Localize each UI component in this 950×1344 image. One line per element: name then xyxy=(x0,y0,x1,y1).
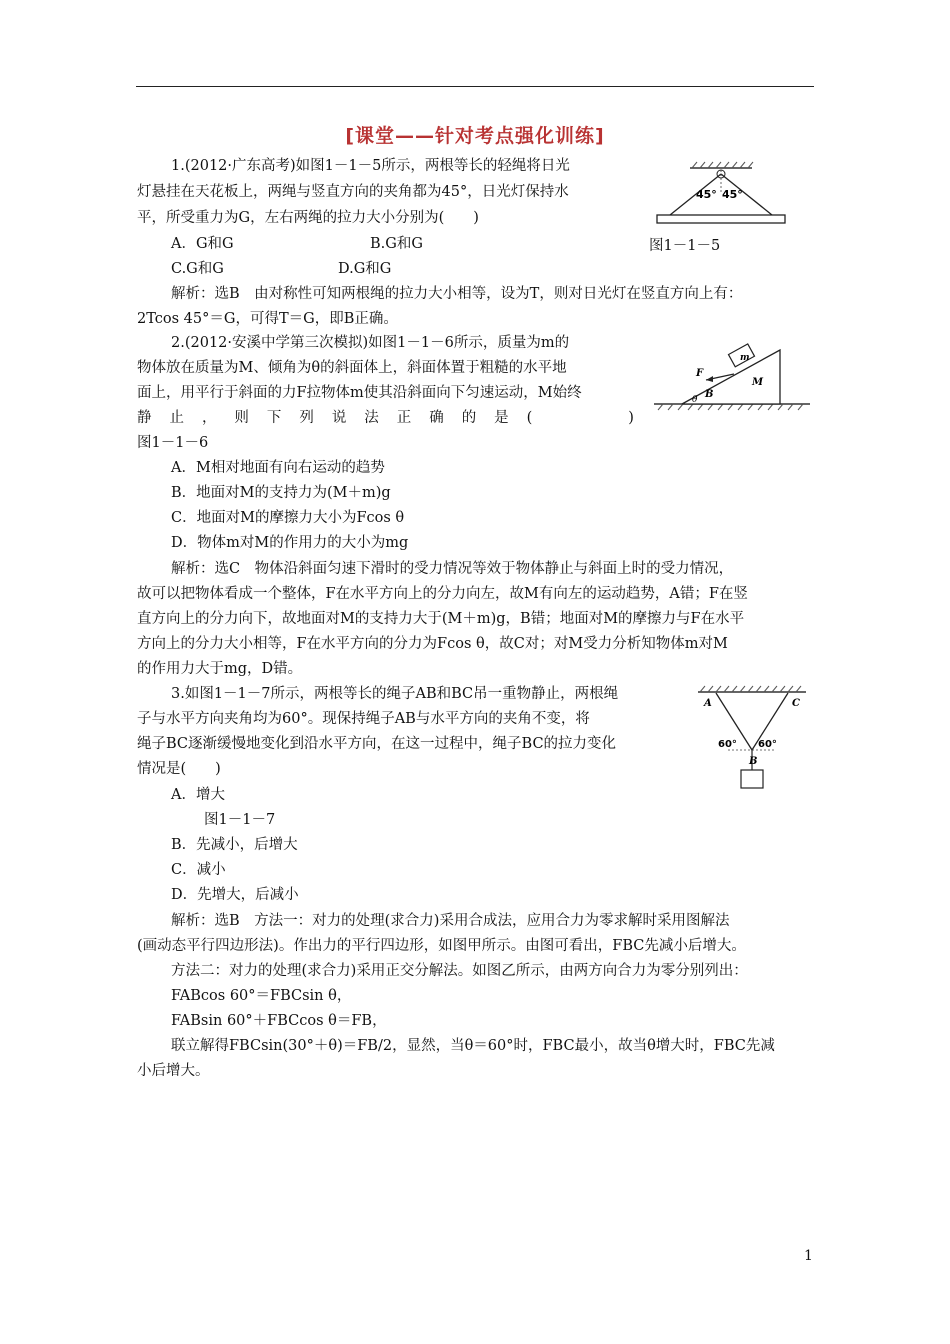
q3-figure-caption: 图1－1－7 xyxy=(204,812,276,828)
q1-line-2: 灯悬挂在天花板上，两绳与竖直方向的夹角都为45°，日光灯保持水 xyxy=(137,184,569,200)
q3-equation-2: FABsin 60°＋FBCcos θ＝FB， xyxy=(171,1013,387,1029)
q1-option-d: D.G和G xyxy=(338,261,392,277)
q3-answer-line-4: 联立解得FBCsin(30°＋θ)＝FB/2，显然，当θ＝60°时，FBC最小，故当θ增大时，FBC先减 xyxy=(171,1038,775,1054)
q2-option-b: B．地面对M的支持力为(M＋m)g xyxy=(171,485,391,501)
q2-line-2: 物体放在质量为M、倾角为θ的斜面体上，斜面体置于粗糙的水平地 xyxy=(137,360,567,376)
q2-line-4: 静 止 ， 则 下 列 说 法 正 确 的 是 ( ) xyxy=(137,410,634,426)
q1-figure-caption: 图1－1－5 xyxy=(649,238,721,254)
page-number: 1 xyxy=(804,1248,813,1264)
q2-answer-line-4: 方向上的分力大小相等，F在水平方向的分力为Fcos θ，故C对；对M受力分析知物体m对M xyxy=(137,636,728,652)
q2-line-3: 面上，用平行于斜面的力F拉物体m使其沿斜面向下匀速运动，M始终 xyxy=(137,385,582,401)
q2-answer-line-5: 的作用力大于mg，D错。 xyxy=(137,661,303,677)
q3-line-3: 绳子BC逐渐缓慢地变化到沿水平方向，在这一过程中，绳子BC的拉力变化 xyxy=(137,736,617,752)
q3-fig-label-b: B xyxy=(749,756,758,767)
q3-line-1: 3.如图1－1－7所示，两根等长的绳子AB和BC吊一重物静止，两根绳 xyxy=(171,686,619,702)
q2-answer-line-2: 故可以把物体看成一个整体，F在水平方向上的分力向左，故M有向左的运动趋势，A错；F在竖 xyxy=(137,586,748,602)
q3-option-c: C．减小 xyxy=(171,862,226,878)
q2-option-c: C．地面对M的摩擦力大小为Fcos θ xyxy=(171,510,405,526)
q1-option-b: B.G和G xyxy=(370,236,423,252)
q3-option-a: A．增大 xyxy=(171,787,225,803)
q2-answer-line-3: 直方向上的分力向下，故地面对M的支持力大于(M＋m)g，B错；地面对M的摩擦力与F在水平 xyxy=(137,611,745,627)
q3-fig-angle-left: 60° xyxy=(718,739,737,750)
q2-answer-line-1: 解析：选C 物体沿斜面匀速下滑时的受力情况等效于物体静止与斜面上时的受力情况， xyxy=(171,561,734,577)
q1-answer-line-2: 2Tcos 45°＝G，可得T＝G，即B正确。 xyxy=(137,311,398,327)
figure-1-1-7 xyxy=(692,684,812,792)
q3-fig-angle-right: 60° xyxy=(758,739,777,750)
q1-option-a: A．G和G xyxy=(171,236,234,252)
q2-line-1: 2.(2012·安溪中学第三次模拟)如图1－1－6所示，质量为m的 xyxy=(171,335,570,351)
q2-fig-label-m: m xyxy=(740,353,750,363)
figure-1-1-6 xyxy=(652,340,812,412)
q3-equation-1: FABcos 60°＝FBCsin θ， xyxy=(171,988,352,1004)
q1-fig-angle-right: 45° xyxy=(722,188,743,201)
q2-fig-label-mm: M xyxy=(752,377,764,388)
header-rule xyxy=(136,86,814,87)
q3-answer-line-3: 方法二：对力的处理(求合力)采用正交分解法。如图乙所示，由两方向合力为零分别列出： xyxy=(171,963,748,979)
q2-fig-label-f: F xyxy=(696,368,704,379)
q1-line-1: 1.(2012·广东高考)如图1－1－5所示，两根等长的轻绳将日光 xyxy=(171,158,570,174)
figure-1-1-5 xyxy=(650,160,790,230)
q1-answer-line-1: 解析：选B 由对称性可知两根绳的拉力大小相等，设为T，则对日光灯在竖直方向上有： xyxy=(171,286,743,302)
section-title: [课堂——针对考点强化训练] xyxy=(345,125,605,147)
q3-option-b: B．先减小，后增大 xyxy=(171,837,298,853)
q3-fig-label-c: C xyxy=(792,698,800,709)
q2-figure-caption: 图1－1－6 xyxy=(137,435,209,451)
q2-fig-label-b: B xyxy=(705,389,714,400)
q1-fig-angle-left: 45° xyxy=(696,188,717,201)
q3-answer-line-2: (画动态平行四边形法)。作出力的平行四边形，如图甲所示。由图可看出，FBC先减小后增大。 xyxy=(137,938,746,954)
q3-line-2: 子与水平方向夹角均为60°。现保持绳子AB与水平方向的夹角不变，将 xyxy=(137,711,590,727)
q3-answer-line-5: 小后增大。 xyxy=(137,1063,210,1079)
q1-option-c: C.G和G xyxy=(171,261,224,277)
q2-option-d: D．物体m对M的作用力的大小为mg xyxy=(171,535,409,551)
q2-fig-label-theta: θ xyxy=(692,395,698,405)
q1-line-3: 平，所受重力为G，左右两绳的拉力大小分别为( ) xyxy=(137,210,479,226)
q3-option-d: D．先增大，后减小 xyxy=(171,887,299,903)
q3-line-4: 情况是( ) xyxy=(137,761,221,777)
q3-answer-line-1: 解析：选B 方法一：对力的处理(求合力)采用合成法，应用合力为零求解时采用图解法 xyxy=(171,913,730,929)
q3-fig-label-a: A xyxy=(704,698,712,709)
q2-option-a: A．M相对地面有向右运动的趋势 xyxy=(171,460,385,476)
